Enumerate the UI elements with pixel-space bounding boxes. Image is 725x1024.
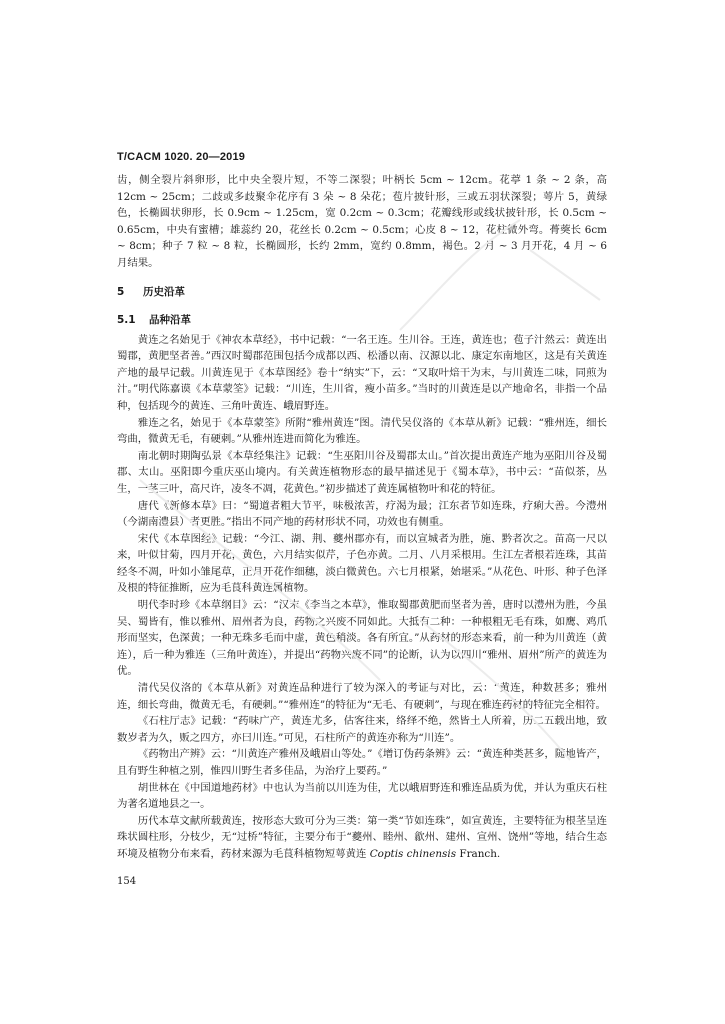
body-paragraph: 南北朝时期陶弘景《本草经集注》记载：“生巫阳川谷及蜀郡太山。”首次提出黄连产地为巫阳川谷及蜀郡、太山。巫阳即今重庆巫山境内。有关黄连植物形态的最早描述见于《蜀本草》，书中云：“苗似茶，丛生，一茎三叶，高尺许，凌冬不凋，花黄色。”初步描述了黄连属植物叶和花的特征。 xyxy=(117,449,607,495)
subsection-title: 品种沿革 xyxy=(149,313,191,326)
body-paragraph: 雅连之名，始见于《本草蒙筌》所附“雅州黄连”图。清代吴仪洛的《本草从新》记载：“雅州连，细长弯曲，微黄无毛，有硬刺。”从雅州连进而简化为雅连。 xyxy=(117,416,607,446)
body-paragraph: 《药物出产辨》云：“川黄连产雅州及峨眉山等处。”《增订伪药条辨》云：“黄连种类甚多，随地皆产，且有野生种植之别，惟四川野生者多佳品，为治疗上要药。” xyxy=(117,748,607,777)
page-content xyxy=(117,172,607,863)
intro-paragraph: 齿，侧全裂片斜卵形，比中央全裂片短，不等二深裂；叶柄长 5cm ~ 12cm。花葶 1 条 ~ 2 条，高 12cm ~ 25cm；二歧或多歧聚伞花序有 3 朵 ~ 8 朵花；苞片披针形，三或五羽状深裂；萼片 5，黄绿色，长椭圆状卵形，长 0.9cm ~ 1.25cm，宽 0.2cm ~ 0.3cm；花瓣线形或线状披针形，长 0.5cm ~ 0.65cm，中央有蜜槽；雄蕊约 20，花丝长 0.2cm ~ 0.5cm；心皮 8 ~ 12，花柱微外弯。蓇葖长 6cm ~ 8cm；种子 7 粒 ~ 8 粒，长椭圆形，长约 2mm，宽约 0.8mm，褐色。2 月 ~ 3 月开花，4 月 ~ 6 月结果。 xyxy=(117,174,607,269)
page-number: 154 xyxy=(117,876,137,887)
last-paragraph xyxy=(117,813,607,863)
body-paragraph: 宋代《本草图经》记载：“今江、湖、荆、夔州郡亦有，而以宣城者为胜，施、黔者次之。苗高一尺以来，叶似甘菊，四月开花，黄色，六月结实似芹，子色亦黄。二月、八月采根用。生江左者根若连珠，其苗经冬不凋，叶如小雏尾草，正月开花作细穗，淡白微黄色。六七月根紧，始堪采。”从花色、叶形、种子色泽及根的特征推断，应为毛茛科黄连属植物。 xyxy=(117,532,607,595)
body-paragraph: 明代李时珍《本草纲目》云：“汉末《李当之本草》，惟取蜀郡黄肥而坚者为善，唐时以澧州为胜，今虽吴、蜀皆有，惟以雅州、眉州者为良，药物之兴废不同如此。大抵有二种：一种根粗无毛有珠，如鹰、鸡爪形而坚实，色深黄；一种无珠多毛而中虚，黄色稍淡。各有所宜。”从药材的形态来看，前一种为川黄连（黄连），后一种为雅连（三角叶黄连），并提出“药物兴废不同”的论断，认为以四川“雅州、眉州”所产的黄连为优。 xyxy=(117,599,607,678)
body-paragraph: 胡世林在《中国道地药材》中也认为当前以川连为佳，尤以峨眉野连和雅连品质为优，并认为重庆石柱为著名道地县之一。 xyxy=(117,781,607,811)
subsection-heading xyxy=(117,312,607,328)
last-paragraph-text: 历代本草文献所载黄连，按形态大致可分为三类：第一类“节如连珠”，如宣黄连，主要特征为根茎呈连珠状圆柱形，分枝少，无“过桥”特征，主要分布于“夔州、睦州、歙州、建州、宣州、饶州”等地，结合生态环境及植物分布来看，药材来源为毛茛科植物短萼黄连 xyxy=(117,814,607,860)
latin-species-name: Coptis chinensis xyxy=(369,847,457,860)
species-authority: Franch. xyxy=(459,847,501,860)
body-paragraph: 清代吴仪洛的《本草从新》对黄连品种进行了较为深入的考证与对比，云：“黄连，种数甚多；雅州连，细长弯曲，微黄无毛，有硬刺。”“雅州连”的特征为“无毛、有硬刺”，与现在雅连药材的特征完全相符。 xyxy=(117,682,607,711)
subsection-number: 5.1 xyxy=(117,313,136,326)
section-title: 历史沿革 xyxy=(143,285,185,298)
section-number: 5 xyxy=(117,285,125,298)
body-paragraph: 《石柱厅志》记载：“药味广产，黄连尤多，估客往来，络绎不绝，然皆土人所着，历二五载出地，致数岁者为久，贩之四方，亦曰川连。”可见，石柱所产的黄连亦称为“川连”。 xyxy=(117,715,607,744)
body-paragraph: 唐代《新修本草》曰：“蜀道者粗大节平，味极浓苦，疗渴为最；江东者节如连珠，疗痢大善。今澧州（今湖南澧县）者更胜。”指出不同产地的药材形状不同，功效也有侧重。 xyxy=(117,499,607,529)
body-paragraph: 黄连之名始见于《神农本草经》，书中记载：“一名王连。生川谷。王连，黄连也；苞子汁然云：黄连出蜀郡，黄肥坚者善。”西汉时蜀郡范围包括今成都以西、松潘以南、汉源以北、康定东南地区，这是有关黄连产地的最早记载。川黄连见于《本草图经》卷十“纳实”下，云：“又取叶焙干为末，与川黄连二味，同煎为汁。”明代陈嘉谟《本草蒙筌》记载：“川连，生川省，瘦小苗多。”当时的川黄连是以产地命名，非指一个品种，包括现今的黄连、三角叶黄连、峨眉野连。 xyxy=(117,333,607,412)
standard-code: T/CACM 1020. 20—2019 xyxy=(117,151,246,163)
section-heading xyxy=(117,284,607,300)
